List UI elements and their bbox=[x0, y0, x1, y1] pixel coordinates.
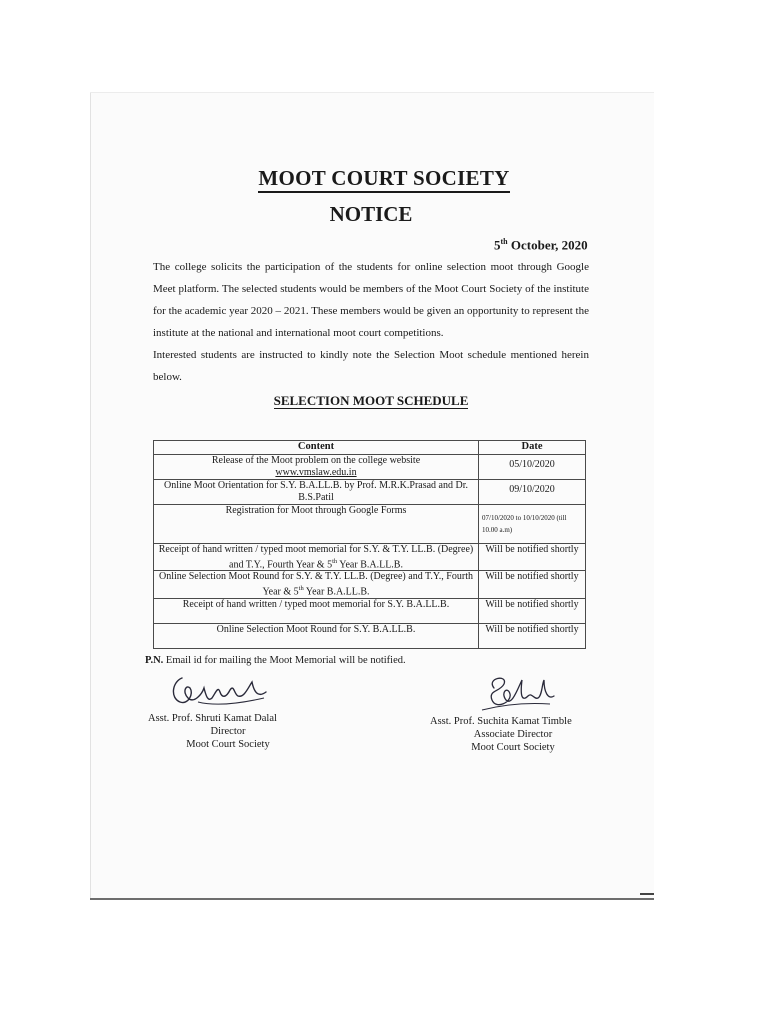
table-header-row bbox=[154, 441, 586, 455]
row-content: Release of the Moot problem on the college website www.vmslaw.edu.in bbox=[154, 455, 479, 480]
table-row bbox=[154, 455, 586, 480]
signatory-org: Moot Court Society bbox=[186, 739, 270, 750]
page-bottom-rule bbox=[640, 893, 654, 895]
signatory-name: Asst. Prof. Suchita Kamat Timble bbox=[430, 716, 572, 727]
page-bottom-rule bbox=[90, 898, 654, 900]
signatory-title: Associate Director bbox=[473, 729, 553, 740]
postscript-note: P.N. Email id for mailing the Moot Memorial will be notified. bbox=[145, 655, 406, 666]
row-content: Online Selection Moot Round for S.Y. B.A.LL.B. bbox=[154, 623, 479, 648]
column-header-date: Date bbox=[479, 441, 586, 455]
row-date: Will be notified shortly bbox=[479, 623, 586, 648]
row-date: 05/10/2020 bbox=[479, 455, 586, 480]
schedule-table bbox=[153, 440, 586, 649]
table-row bbox=[154, 623, 586, 648]
table-row bbox=[154, 598, 586, 623]
signatory-name: Asst. Prof. Shruti Kamat Dalal bbox=[148, 713, 277, 724]
row-content: Receipt of hand written / typed moot memorial for S.Y. B.A.LL.B. bbox=[154, 598, 479, 623]
associate-director-signature-block bbox=[430, 715, 596, 754]
signatory-org: Moot Court Society bbox=[471, 742, 555, 753]
row-date: 07/10/2020 to 10/10/2020 (till 10.00 a.m) bbox=[479, 505, 586, 544]
signatory-title: Director bbox=[210, 726, 246, 737]
table-row bbox=[154, 505, 586, 544]
notice-heading: NOTICE bbox=[329, 202, 413, 226]
table-row bbox=[154, 480, 586, 505]
page-edge bbox=[90, 92, 654, 93]
table-row bbox=[154, 571, 586, 598]
director-signature bbox=[168, 668, 280, 712]
society-heading: MOOT COURT SOCIETY bbox=[0, 166, 768, 191]
row-content: Online Moot Orientation for S.Y. B.A.LL.B. by Prof. M.R.K.Prasad and Dr. B.S.Patil bbox=[154, 480, 479, 505]
row-content: Receipt of hand written / typed moot memorial for S.Y. & T.Y. LL.B. (Degree) and T.Y., Fourth Year & 5th Year B.A.LL.B. bbox=[154, 544, 479, 571]
notice-date: 5th October, 2020 bbox=[494, 237, 588, 253]
row-date: Will be notified shortly bbox=[479, 598, 586, 623]
row-date: 09/10/2020 bbox=[479, 480, 586, 505]
notice-paragraph: The college solicits the participation of the students for online selection moot through Google Meet platform. The selected students would be members of the Moot Court Society of the institute for the academic year 2020 – 2021. These members would be given an opportunity to represent the institute at the national and international moot court competitions. bbox=[153, 261, 589, 339]
director-signature-block bbox=[148, 712, 308, 751]
website-link[interactable]: www.vmslaw.edu.in bbox=[275, 466, 357, 478]
column-header-content: Content bbox=[154, 441, 479, 455]
row-date: Will be notified shortly bbox=[479, 544, 586, 571]
row-content: Online Selection Moot Round for S.Y. & T.Y. LL.B. (Degree) and T.Y., Fourth Year & 5th Year B.A.LL.B. bbox=[154, 571, 479, 598]
row-content: Registration for Moot through Google Forms bbox=[154, 505, 479, 544]
instruction-paragraph: Interested students are instructed to kindly note the Selection Moot schedule mentioned herein below. bbox=[153, 349, 589, 383]
schedule-title: SELECTION MOOT SCHEDULE bbox=[273, 393, 469, 408]
associate-director-signature bbox=[478, 670, 558, 718]
table-row bbox=[154, 544, 586, 571]
row-date: Will be notified shortly bbox=[479, 571, 586, 598]
